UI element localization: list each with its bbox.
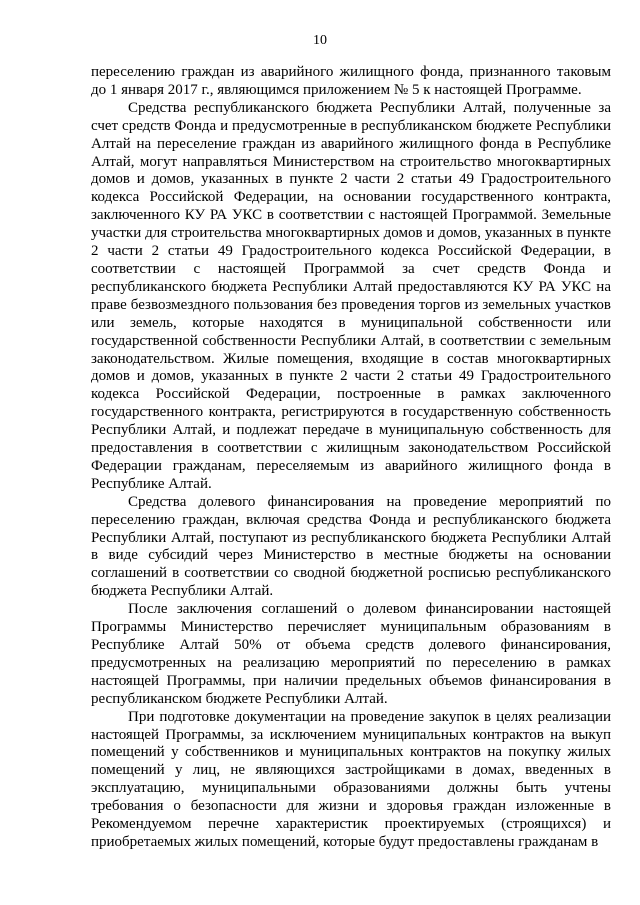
paragraph-procurement: При подготовке документации на проведение закупок в целях реализации настоящей Программы, за исключением муниципальных контрактов на выкуп помещений у собственников и муниципальных контрактов на покупку жилых помещений у лиц, не являющихся застройщиками в домах, введенных в эксплуатацию, муниципальными образованиями должны быть учтены требования о безопасности для жизни и здоровья граждан изложенные в Рекомендуемом перечне характеристик проектируемых (строящихся) и приобретаемых жилых помещений, которые будут предоставлены гражданам в: [91, 708, 611, 850]
paragraph-republican-budget-funds: Средства республиканского бюджета Республики Алтай, полученные за счет средств Фонда и предусмотренные в республиканском бюджете Республики Алтай на переселение граждан из аварийного жилищного фонда в Республике Алтай, могут направляться Министерством на строительство многоквартирных домов и домов, указанных в пункте 2 части 2 статьи 49 Градостроительного кодекса Российской Федерации, на основании государственного контракта, заключенного КУ РА УКС в соответствии с настоящей Программой. Земельные участки для строительства многоквартирных домов и домов, указанных в пункте 2 части 2 статьи 49 Градостроительного кодекса Российской Федерации, в соответствии с настоящей Программой за счет средств Фонда и республиканского бюджета Республики Алтай предоставляются КУ РА УКС на праве безвозмездного пользования без проведения торгов из земельных участков или земель, которые находятся в муниципальной собственности или государственной собственности Республики Алтай, в соответствии с земельным законодательством. Жилые помещения, входящие в состав многоквартирных домов и домов, указанных в пункте 2 части 2 статьи 49 Градостроительного кодекса Российской Федерации, построенные в рамках заключенного государственного контракта, регистрируются в государственную собственность Республики Алтай, и подлежат передаче в муниципальную собственность для предоставления в соответствии с жилищным законодательством Российской Федерации гражданам, переселяемым из аварийного жилищного фонда в Республике Алтай.: [91, 99, 611, 492]
paragraph-shared-financing: Средства долевого финансирования на проведение мероприятий по переселению граждан, включая средства Фонда и республиканского бюджета Республики Алтай, поступают из республиканского бюджета Республики Алтай в виде субсидий через Министерство в местные бюджеты на основании соглашений в соответствии со сводной бюджетной росписью республиканского бюджета Республики Алтай.: [91, 493, 611, 600]
paragraph-continuation: переселению граждан из аварийного жилищного фонда, признанного таковым до 1 января 2017 г., являющимся приложением № 5 к настоящей Программе.: [91, 64, 611, 98]
body-text: [91, 64, 611, 852]
page-number: 10: [313, 33, 327, 48]
paragraph-agreements: После заключения соглашений о долевом финансировании настоящей Программы Министерство перечисляет муниципальным образованиям в Республике Алтай 50% от объема средств долевого финансирования, предусмотренных на реализацию мероприятий по переселению в рамках настоящей Программы, при наличии предельных объемов финансирования в республиканском бюджете Республики Алтай.: [91, 601, 611, 707]
